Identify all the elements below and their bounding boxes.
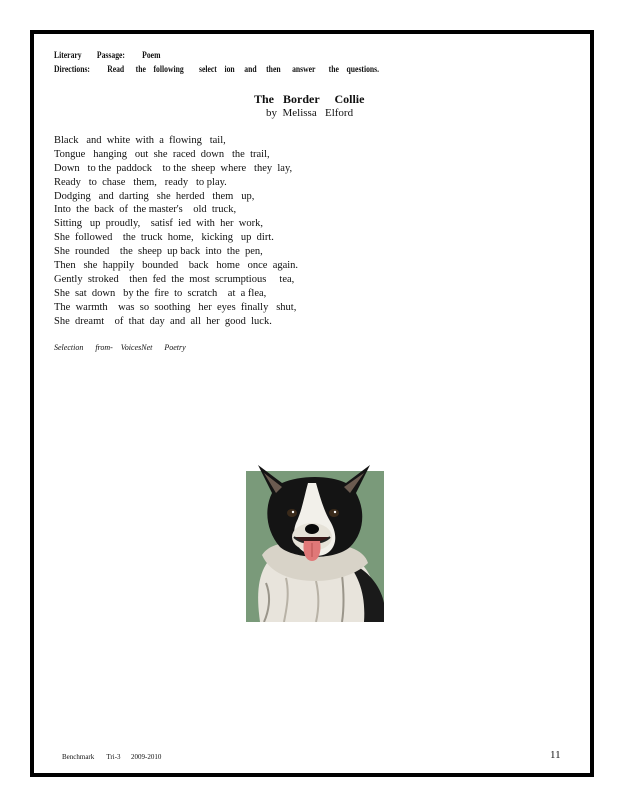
poem-line: Tongue hanging out she raced down the trail, — [54, 148, 270, 160]
poem-line: Ready to chase them, ready to play. — [54, 176, 227, 188]
poem-body — [54, 134, 298, 328]
poem-line: Into the back of the master's old truck, — [54, 204, 237, 216]
poem-line: She rounded the sheep up back into the pen, — [54, 246, 263, 258]
footer-benchmark: Benchmark Tri-3 2009-2010 — [62, 753, 162, 761]
poem-line: Black and white with a flowing tail, — [54, 135, 226, 146]
poem-line: Gently stroked then fed the most scrumptious tea, — [54, 273, 295, 285]
selection-credit: Selection from- VoicesNet Poetry — [54, 343, 186, 352]
poem-line: Dodging and darting she herded them up, — [54, 190, 255, 202]
poem-author: by Melissa Elford — [266, 107, 354, 119]
header-passage-type: Literary Passage: Poem — [54, 50, 161, 60]
border-collie-illustration — [246, 463, 384, 622]
page-number: 11 — [550, 749, 561, 761]
poem-line: Sitting up proudly, satisf ied with her work, — [54, 218, 264, 230]
poem-line: Down to the paddock to the sheep where they lay, — [54, 162, 293, 174]
poem-line: She sat down by the fire to scratch at a flea, — [54, 287, 267, 299]
poem-line: She dreamt of that day and all her good luck. — [54, 315, 272, 327]
poem-line: The warmth was so soothing her eyes finally shut, — [54, 301, 297, 313]
poem-line: She followed the truck home, kicking up dirt. — [54, 232, 274, 244]
poem-line: Then she happily bounded back home once again. — [54, 260, 299, 272]
header-directions: Directions: Read the following select ion and then answer the questions. — [54, 64, 380, 74]
poem-title: The Border Collie — [254, 92, 365, 106]
